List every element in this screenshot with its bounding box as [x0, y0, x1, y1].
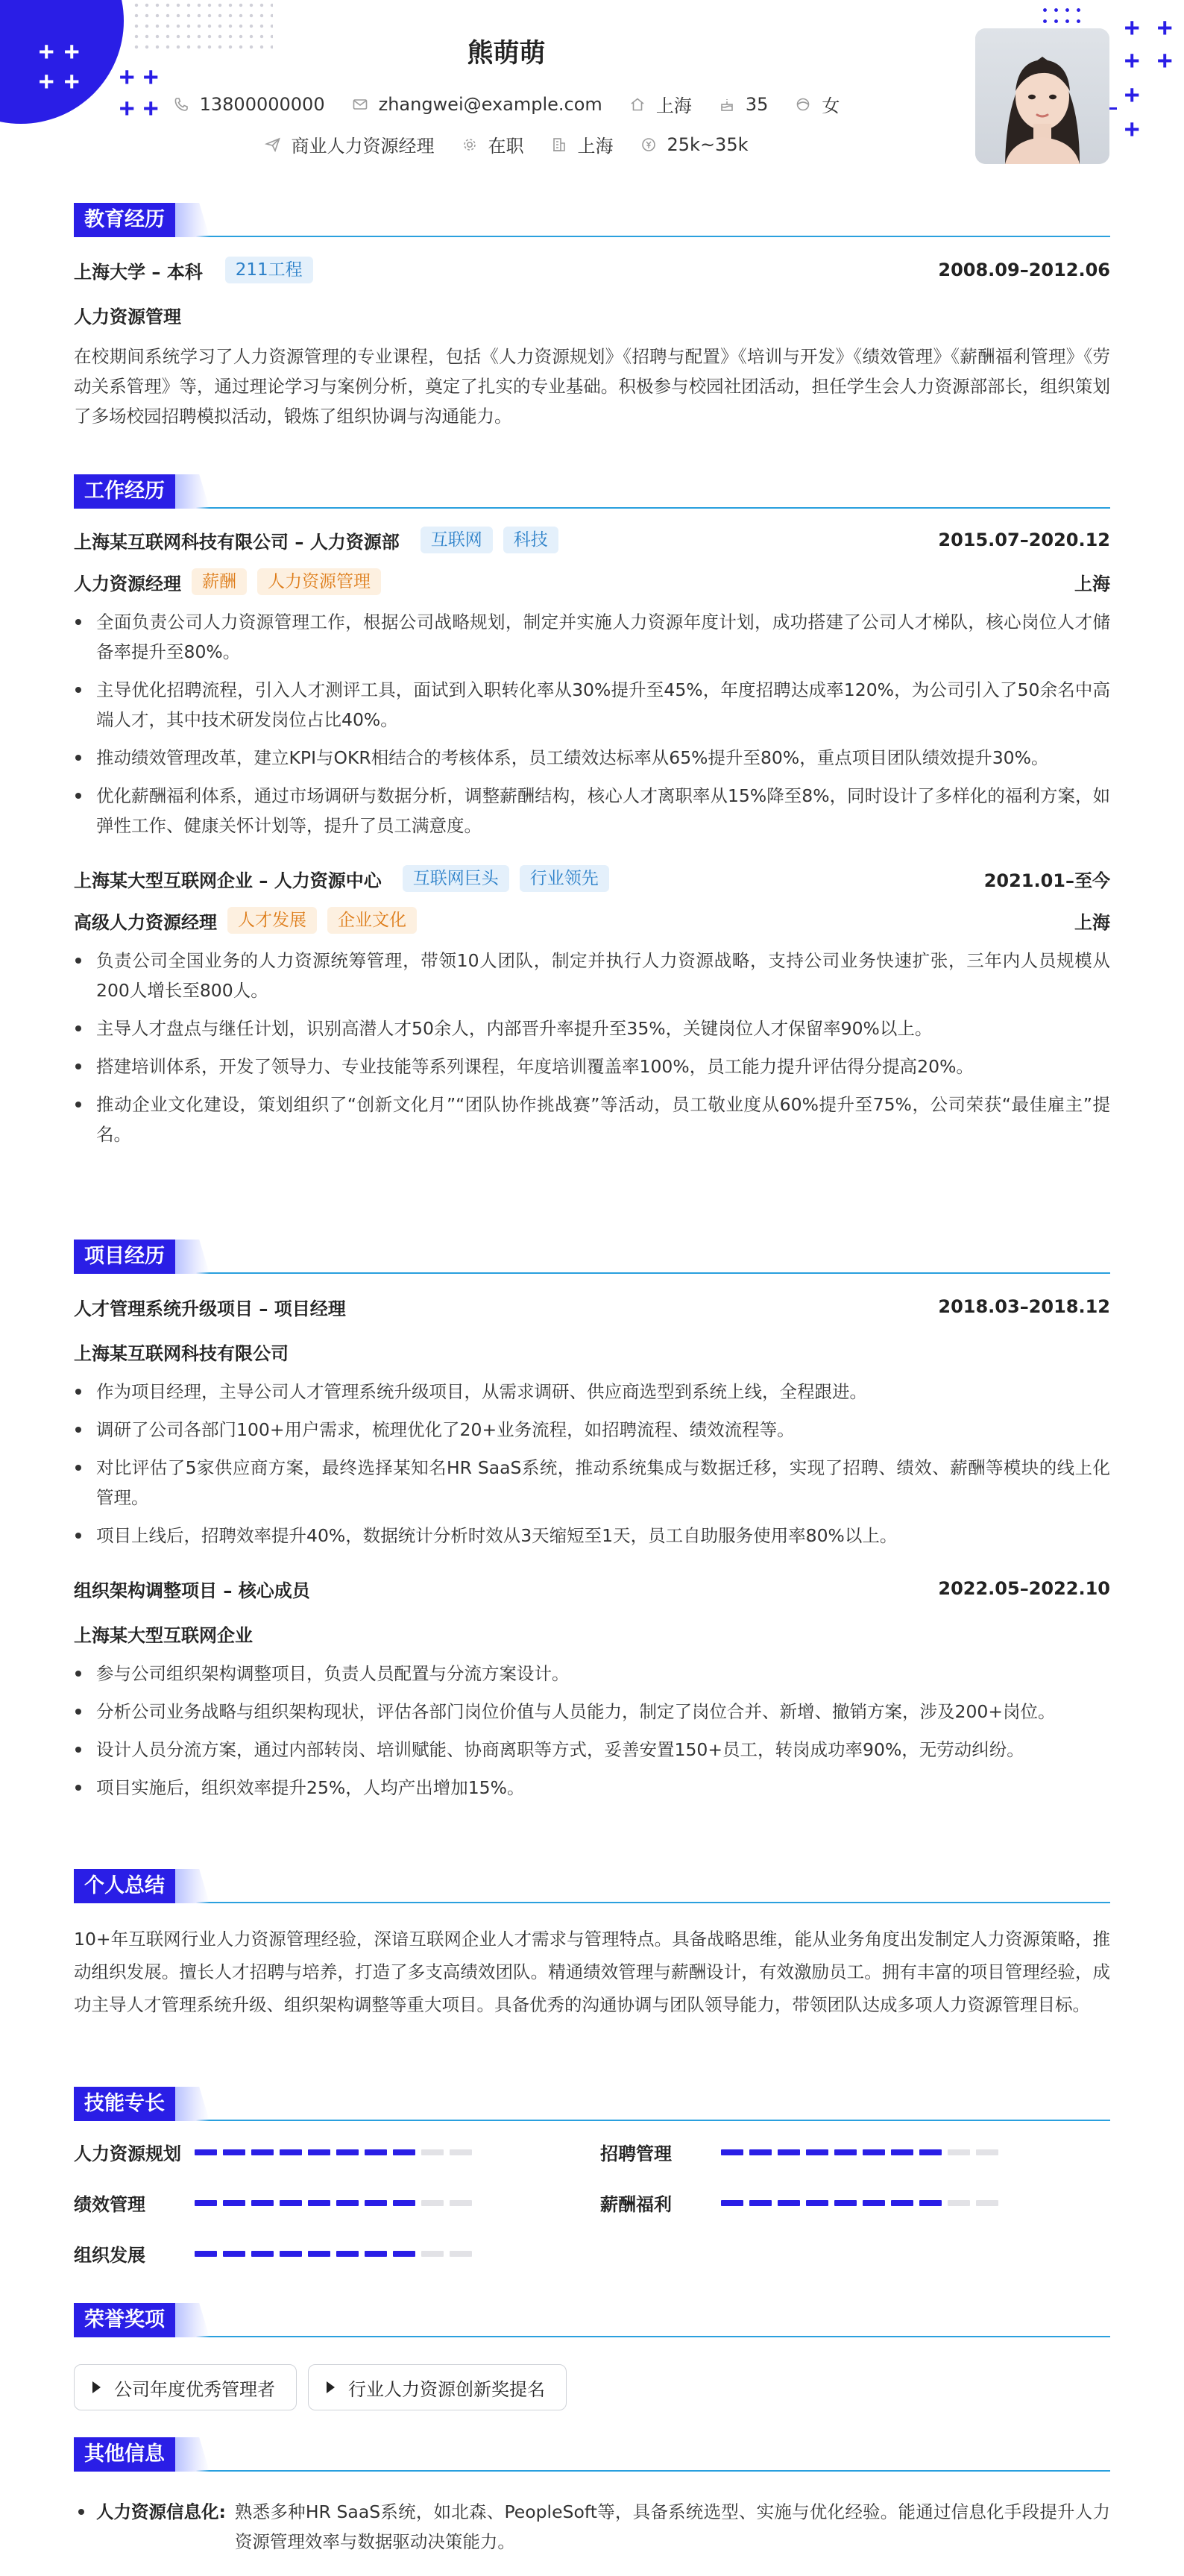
project-header-row: [74, 1292, 1110, 1322]
list-item: 主导人才盘点与继任计划，识别高潜人才50余人，内部晋升率提升至35%，关键岗位人才保留率90%以上。: [74, 1014, 1110, 1043]
section-rule: [74, 2120, 1110, 2121]
job-role-row: [74, 567, 1110, 597]
section-title-tail: [175, 2437, 210, 2472]
list-item: 对比评估了5家供应商方案，最终选择某知名HR SaaS系统，推动系统集成与数据迁移，实现了招聘、绩效、薪酬等模块的线上化管理。: [74, 1453, 1110, 1512]
job-role: 人力资源经理: [74, 573, 181, 594]
list-item: 参与公司组织架构调整项目，负责人员配置与分流方案设计。: [74, 1659, 1110, 1688]
skill-level-segment: [195, 2251, 217, 2257]
school-name: 上海大学 – 本科: [74, 261, 203, 283]
skill-level-segment: [421, 2200, 444, 2206]
skill-level-segment: [919, 2149, 942, 2155]
section-header: [74, 2087, 1110, 2124]
project-bullets: [74, 1377, 1110, 1551]
skill-item: [74, 2139, 478, 2165]
skill-level-segment: [223, 2200, 245, 2206]
phone-icon: [173, 96, 189, 113]
skill-level-segment: [749, 2149, 772, 2155]
location-item: [629, 91, 692, 117]
skill-name: 组织发展: [74, 2245, 145, 2266]
project-section: [74, 1240, 1110, 1811]
gender-text: 女: [822, 95, 840, 116]
skill-level-bar: [195, 2251, 478, 2257]
skill-level-segment: [834, 2149, 857, 2155]
skill-level-segment: [976, 2149, 998, 2155]
skill-level-segment: [280, 2251, 302, 2257]
skill-level-segment: [308, 2200, 330, 2206]
job-bullets: [74, 946, 1110, 1149]
skill-level-segment: [891, 2149, 913, 2155]
skill-level-segment: [308, 2149, 330, 2155]
work-section: [74, 474, 1110, 1157]
skill-level-segment: [421, 2251, 444, 2257]
other-info-text: 熟悉多种HR SaaS系统，如北森、PeopleSoft等，具备系统选型、实施与优化经验。能通过信息化手段提升人力资源管理效率与数据驱动决策能力。: [234, 2501, 1110, 2552]
salary-item: [640, 134, 749, 155]
status-text: 在职: [488, 136, 524, 157]
list-item: 项目上线后，招聘效率提升40%，数据统计分析时效从3天缩短至1天，员工自助服务使用率80%以上。: [74, 1521, 1110, 1551]
role-tag: 人力资源管理: [257, 568, 381, 595]
role-tag: 人才发展: [227, 907, 317, 934]
job-city: 上海: [1074, 573, 1110, 594]
position-text: 商业人力资源经理: [291, 136, 435, 157]
skill-level-segment: [251, 2149, 274, 2155]
contact-row: [0, 91, 1013, 117]
plus-icon: +: [119, 93, 135, 123]
section-rule: [74, 1272, 1110, 1274]
section-header: [74, 2437, 1110, 2475]
project-name: 人才管理系统升级项目 – 项目经理: [74, 1298, 346, 1319]
list-item: 调研了公司各部门100+用户需求，梳理优化了20+业务流程，如招聘流程、绩效流程等。: [74, 1415, 1110, 1445]
skill-level-segment: [251, 2200, 274, 2206]
section-header: [74, 474, 1110, 512]
skill-name: 薪酬福利: [600, 2194, 672, 2215]
list-item: 推动企业文化建设，策划组织了“创新文化月”“团队协作挑战赛”等活动，员工敬业度从60%提升至75%，公司荣获“最佳雇主”提名。: [74, 1090, 1110, 1149]
skill-level-segment: [834, 2200, 857, 2206]
skill-level-segment: [806, 2200, 828, 2206]
caret-right-icon: [327, 2381, 335, 2393]
company-tag: 行业领先: [520, 865, 609, 892]
section-title: 其他信息: [74, 2437, 178, 2472]
skill-level-segment: [393, 2200, 415, 2206]
section-title: 技能专长: [74, 2087, 178, 2121]
section-header: [74, 1240, 1110, 1277]
phone-text: 13800000000: [199, 93, 325, 115]
role-tag: 薪酬: [192, 568, 247, 595]
skill-level-bar: [721, 2200, 1004, 2206]
location-text: 上海: [655, 95, 692, 116]
avatar-illustration: [975, 28, 1109, 164]
skill-level-bar: [195, 2200, 478, 2206]
skill-level-segment: [721, 2149, 743, 2155]
education-date: 2008.09–2012.06: [938, 260, 1110, 280]
skill-level-segment: [948, 2149, 970, 2155]
money-icon: [640, 136, 657, 153]
section-rule: [74, 236, 1110, 237]
section-title-tail: [175, 1240, 210, 1274]
dot-grid-decoration: [1039, 4, 1087, 31]
skill-level-segment: [336, 2251, 359, 2257]
plus-icon: +: [1124, 80, 1140, 110]
education-description: 在校期间系统学习了人力资源管理的专业课程，包括《人力资源规划》《招聘与配置》《培训与开发》《绩效管理》《薪酬福利管理》《劳动关系管理》等，通过理论学习与案例分析，奠定了扎实的专业基础。积极参与校园社团活动，担任学生会人力资源部部长，组织策划了多场校园招聘模拟活动，锻炼了组织协调与沟通能力。: [74, 346, 1110, 427]
skill-level-bar: [195, 2149, 478, 2155]
section-title-tail: [175, 203, 210, 237]
section-header: [74, 1869, 1110, 1906]
mail-icon: [352, 96, 368, 113]
list-item: 搭建培训体系，开发了领导力、专业技能等系列课程，年度培训覆盖率100%，员工能力提升评估得分提高20%。: [74, 1052, 1110, 1081]
phone-item: [173, 94, 325, 115]
role-tag: 企业文化: [327, 907, 417, 934]
education-row: [74, 255, 1110, 285]
status-item: [462, 131, 524, 157]
skill-level-segment: [450, 2251, 472, 2257]
project-org: 上海某大型互联网企业: [74, 1624, 253, 1646]
skill-level-segment: [393, 2149, 415, 2155]
gear-icon: [462, 136, 478, 153]
skill-level-segment: [393, 2251, 415, 2257]
section-title-tail: [175, 1869, 210, 1903]
section-title-tail: [175, 2087, 210, 2121]
section-header: [74, 203, 1110, 240]
company-tag: 互联网巨头: [403, 865, 509, 892]
skill-level-segment: [280, 2200, 302, 2206]
list-item: 作为项目经理，主导公司人才管理系统升级项目，从需求调研、供应商选型到系统上线，全程跟进。: [74, 1377, 1110, 1407]
skill-level-segment: [308, 2251, 330, 2257]
skill-level-segment: [863, 2149, 885, 2155]
job-date: 2015.07–2020.12: [938, 530, 1110, 550]
job-role: 高级人力资源经理: [74, 911, 217, 933]
skill-level-segment: [223, 2251, 245, 2257]
project-date: 2018.03–2018.12: [938, 1296, 1110, 1317]
list-item: 项目实施后，组织效率提升25%，人均产出增加15%。: [74, 1773, 1110, 1803]
list-item: 设计人员分流方案，通过内部转岗、培训赋能、协商离职等方式，妥善安置150+员工，转岗成功率90%，无劳动纠纷。: [74, 1735, 1110, 1765]
project-bullets: [74, 1659, 1110, 1803]
home-icon: [629, 96, 646, 113]
skill-name: 人力资源规划: [74, 2143, 181, 2164]
company-name: 上海某互联网科技有限公司 – 人力资源部: [74, 531, 400, 553]
skill-name: 绩效管理: [74, 2194, 145, 2215]
section-title: 荣誉奖项: [74, 2303, 178, 2337]
skill-level-segment: [336, 2200, 359, 2206]
list-item: 负责公司全国业务的人力资源统筹管理，带领10人团队，制定并执行人力资源战略，支持公司业务快速扩张，三年内人员规模从200人增长至800人。: [74, 946, 1110, 1005]
awards-section: [74, 2303, 1110, 2422]
candidate-name: 熊萌萌: [467, 39, 546, 69]
education-section: [74, 203, 1110, 431]
award-name: 公司年度优秀管理者: [114, 2378, 275, 2400]
plus-icon: +: [39, 66, 54, 96]
list-item: 分析公司业务战略与组织架构现状，评估各部门岗位价值与人员能力，制定了岗位合并、新增、撤销方案，涉及200+岗位。: [74, 1697, 1110, 1727]
other-info-label: 人力资源信息化:: [96, 2501, 226, 2522]
plus-icon: +: [64, 66, 80, 96]
job-date: 2021.01–至今: [983, 870, 1110, 891]
skill-item: [600, 2139, 1004, 2165]
section-title: 项目经历: [74, 1240, 178, 1274]
major-name: 人力资源管理: [74, 306, 181, 327]
skill-level-segment: [806, 2149, 828, 2155]
skill-level-segment: [863, 2200, 885, 2206]
skill-level-segment: [749, 2200, 772, 2206]
gender-item: [795, 91, 840, 117]
skill-level-segment: [450, 2200, 472, 2206]
project-org-row: [74, 1336, 1110, 1366]
project-org: 上海某互联网科技有限公司: [74, 1342, 289, 1364]
skill-level-segment: [976, 2200, 998, 2206]
plus-icon: +: [1124, 45, 1140, 75]
skill-level-segment: [778, 2200, 800, 2206]
other-info-item: [74, 2497, 1110, 2557]
section-header: [74, 2303, 1110, 2340]
other-section: [74, 2437, 1110, 2557]
skill-item: [600, 2190, 1004, 2216]
email-text: zhangwei@example.com: [378, 93, 602, 115]
job-intent-row: [0, 131, 1013, 157]
age-text: 35: [745, 93, 769, 115]
skill-level-segment: [195, 2200, 217, 2206]
work-city-text: 上海: [577, 136, 614, 157]
skill-item: [74, 2240, 478, 2266]
skill-level-segment: [365, 2200, 387, 2206]
gender-icon: [795, 96, 811, 113]
section-rule: [74, 2470, 1110, 2472]
skill-level-segment: [195, 2149, 217, 2155]
bullet-dot: [78, 2509, 84, 2515]
skill-level-bar: [721, 2149, 1004, 2155]
skill-level-segment: [280, 2149, 302, 2155]
skill-level-segment: [919, 2200, 942, 2206]
plus-icon: +: [64, 37, 80, 66]
plus-icon: +: [119, 62, 135, 92]
skills-section: [74, 2087, 1110, 2288]
job-bullets: [74, 607, 1110, 841]
list-item: 推动绩效管理改革，建立KPI与OKR相结合的考核体系，员工绩效达标率从65%提升至80%，重点项目团队绩效提升30%。: [74, 743, 1110, 773]
section-title-tail: [175, 2303, 210, 2337]
position-item: [265, 131, 435, 157]
skill-level-segment: [421, 2149, 444, 2155]
salary-text: 25k~35k: [667, 133, 749, 155]
skill-item: [74, 2190, 478, 2216]
summary-text: 10+年互联网行业人力资源管理经验，深谙互联网企业人才需求与管理特点。具备战略思维，能从业务角度出发制定人力资源策略，推动组织发展。擅长人才招聘与培养，打造了多支高绩效团队。精通绩效管理与薪酬设计，有效激励员工。拥有丰富的项目管理经验，成功主导人才管理系统升级、组织架构调整等重大项目。具备优秀的沟通协调与团队领导能力，带领团队达成多项人力资源管理目标。: [74, 1929, 1110, 2015]
skill-level-segment: [778, 2149, 800, 2155]
cake-icon: [719, 96, 735, 113]
job-header-row: [74, 525, 1110, 555]
age-item: [719, 94, 769, 115]
section-title-tail: [175, 474, 210, 509]
major-row: [74, 300, 1110, 330]
award-item: [74, 2364, 297, 2410]
plus-icon: +: [1157, 45, 1173, 75]
project-header-row: [74, 1574, 1110, 1603]
section-rule: [74, 2336, 1110, 2337]
plus-icon: +: [1124, 13, 1140, 43]
project-org-row: [74, 1618, 1110, 1648]
skill-level-segment: [365, 2251, 387, 2257]
award-item: [308, 2364, 567, 2410]
section-title: 工作经历: [74, 474, 178, 509]
job-role-row: [74, 905, 1110, 935]
plus-icon: +: [143, 93, 159, 123]
skill-level-segment: [891, 2200, 913, 2206]
email-item: [352, 94, 602, 115]
skill-level-segment: [336, 2149, 359, 2155]
plus-icon: +: [1124, 114, 1140, 144]
plus-icon: +: [1157, 13, 1173, 43]
skill-level-segment: [948, 2200, 970, 2206]
section-rule: [74, 507, 1110, 509]
section-title: 个人总结: [74, 1869, 178, 1903]
project-name: 组织架构调整项目 – 核心成员: [74, 1580, 310, 1601]
project-date: 2022.05–2022.10: [938, 1578, 1110, 1599]
company-name: 上海某大型互联网企业 – 人力资源中心: [74, 870, 382, 891]
list-item: 全面负责公司人力资源管理工作，根据公司战略规划，制定并实施人力资源年度计划，成功搭建了公司人才梯队，核心岗位人才储备率提升至80%。: [74, 607, 1110, 667]
list-item: 优化薪酬福利体系，通过市场调研与数据分析，调整薪酬结构，核心人才离职率从15%降至8%，同时设计了多样化的福利方案，如弹性工作、健康关怀计划等，提升了员工满意度。: [74, 781, 1110, 841]
company-tag: 科技: [503, 527, 558, 553]
skill-level-segment: [223, 2149, 245, 2155]
skill-level-segment: [721, 2200, 743, 2206]
plus-icon: +: [143, 62, 159, 92]
section-title: 教育经历: [74, 203, 178, 237]
skill-level-segment: [251, 2251, 274, 2257]
skill-level-segment: [450, 2149, 472, 2155]
send-icon: [265, 136, 281, 153]
building-icon: [551, 136, 567, 153]
profile-photo: [975, 28, 1109, 164]
caret-right-icon: [92, 2381, 101, 2393]
award-name: 行业人力资源创新奖提名: [348, 2378, 545, 2400]
skill-name: 招聘管理: [600, 2143, 672, 2164]
skill-level-segment: [365, 2149, 387, 2155]
list-item: 主导优化招聘流程，引入人才测评工具，面试到入职转化率从30%提升至45%，年度招聘达成率120%，为公司引入了50余名中高端人才，其中技术研发岗位占比40%。: [74, 675, 1110, 735]
school-tag: 211工程: [225, 257, 313, 283]
company-tag: 互联网: [421, 527, 493, 553]
work-city-item: [551, 131, 614, 157]
section-rule: [74, 1902, 1110, 1903]
plus-icon: +: [39, 37, 54, 66]
job-city: 上海: [1074, 911, 1110, 933]
summary-section: [74, 1869, 1110, 2021]
job-header-row: [74, 864, 1110, 893]
